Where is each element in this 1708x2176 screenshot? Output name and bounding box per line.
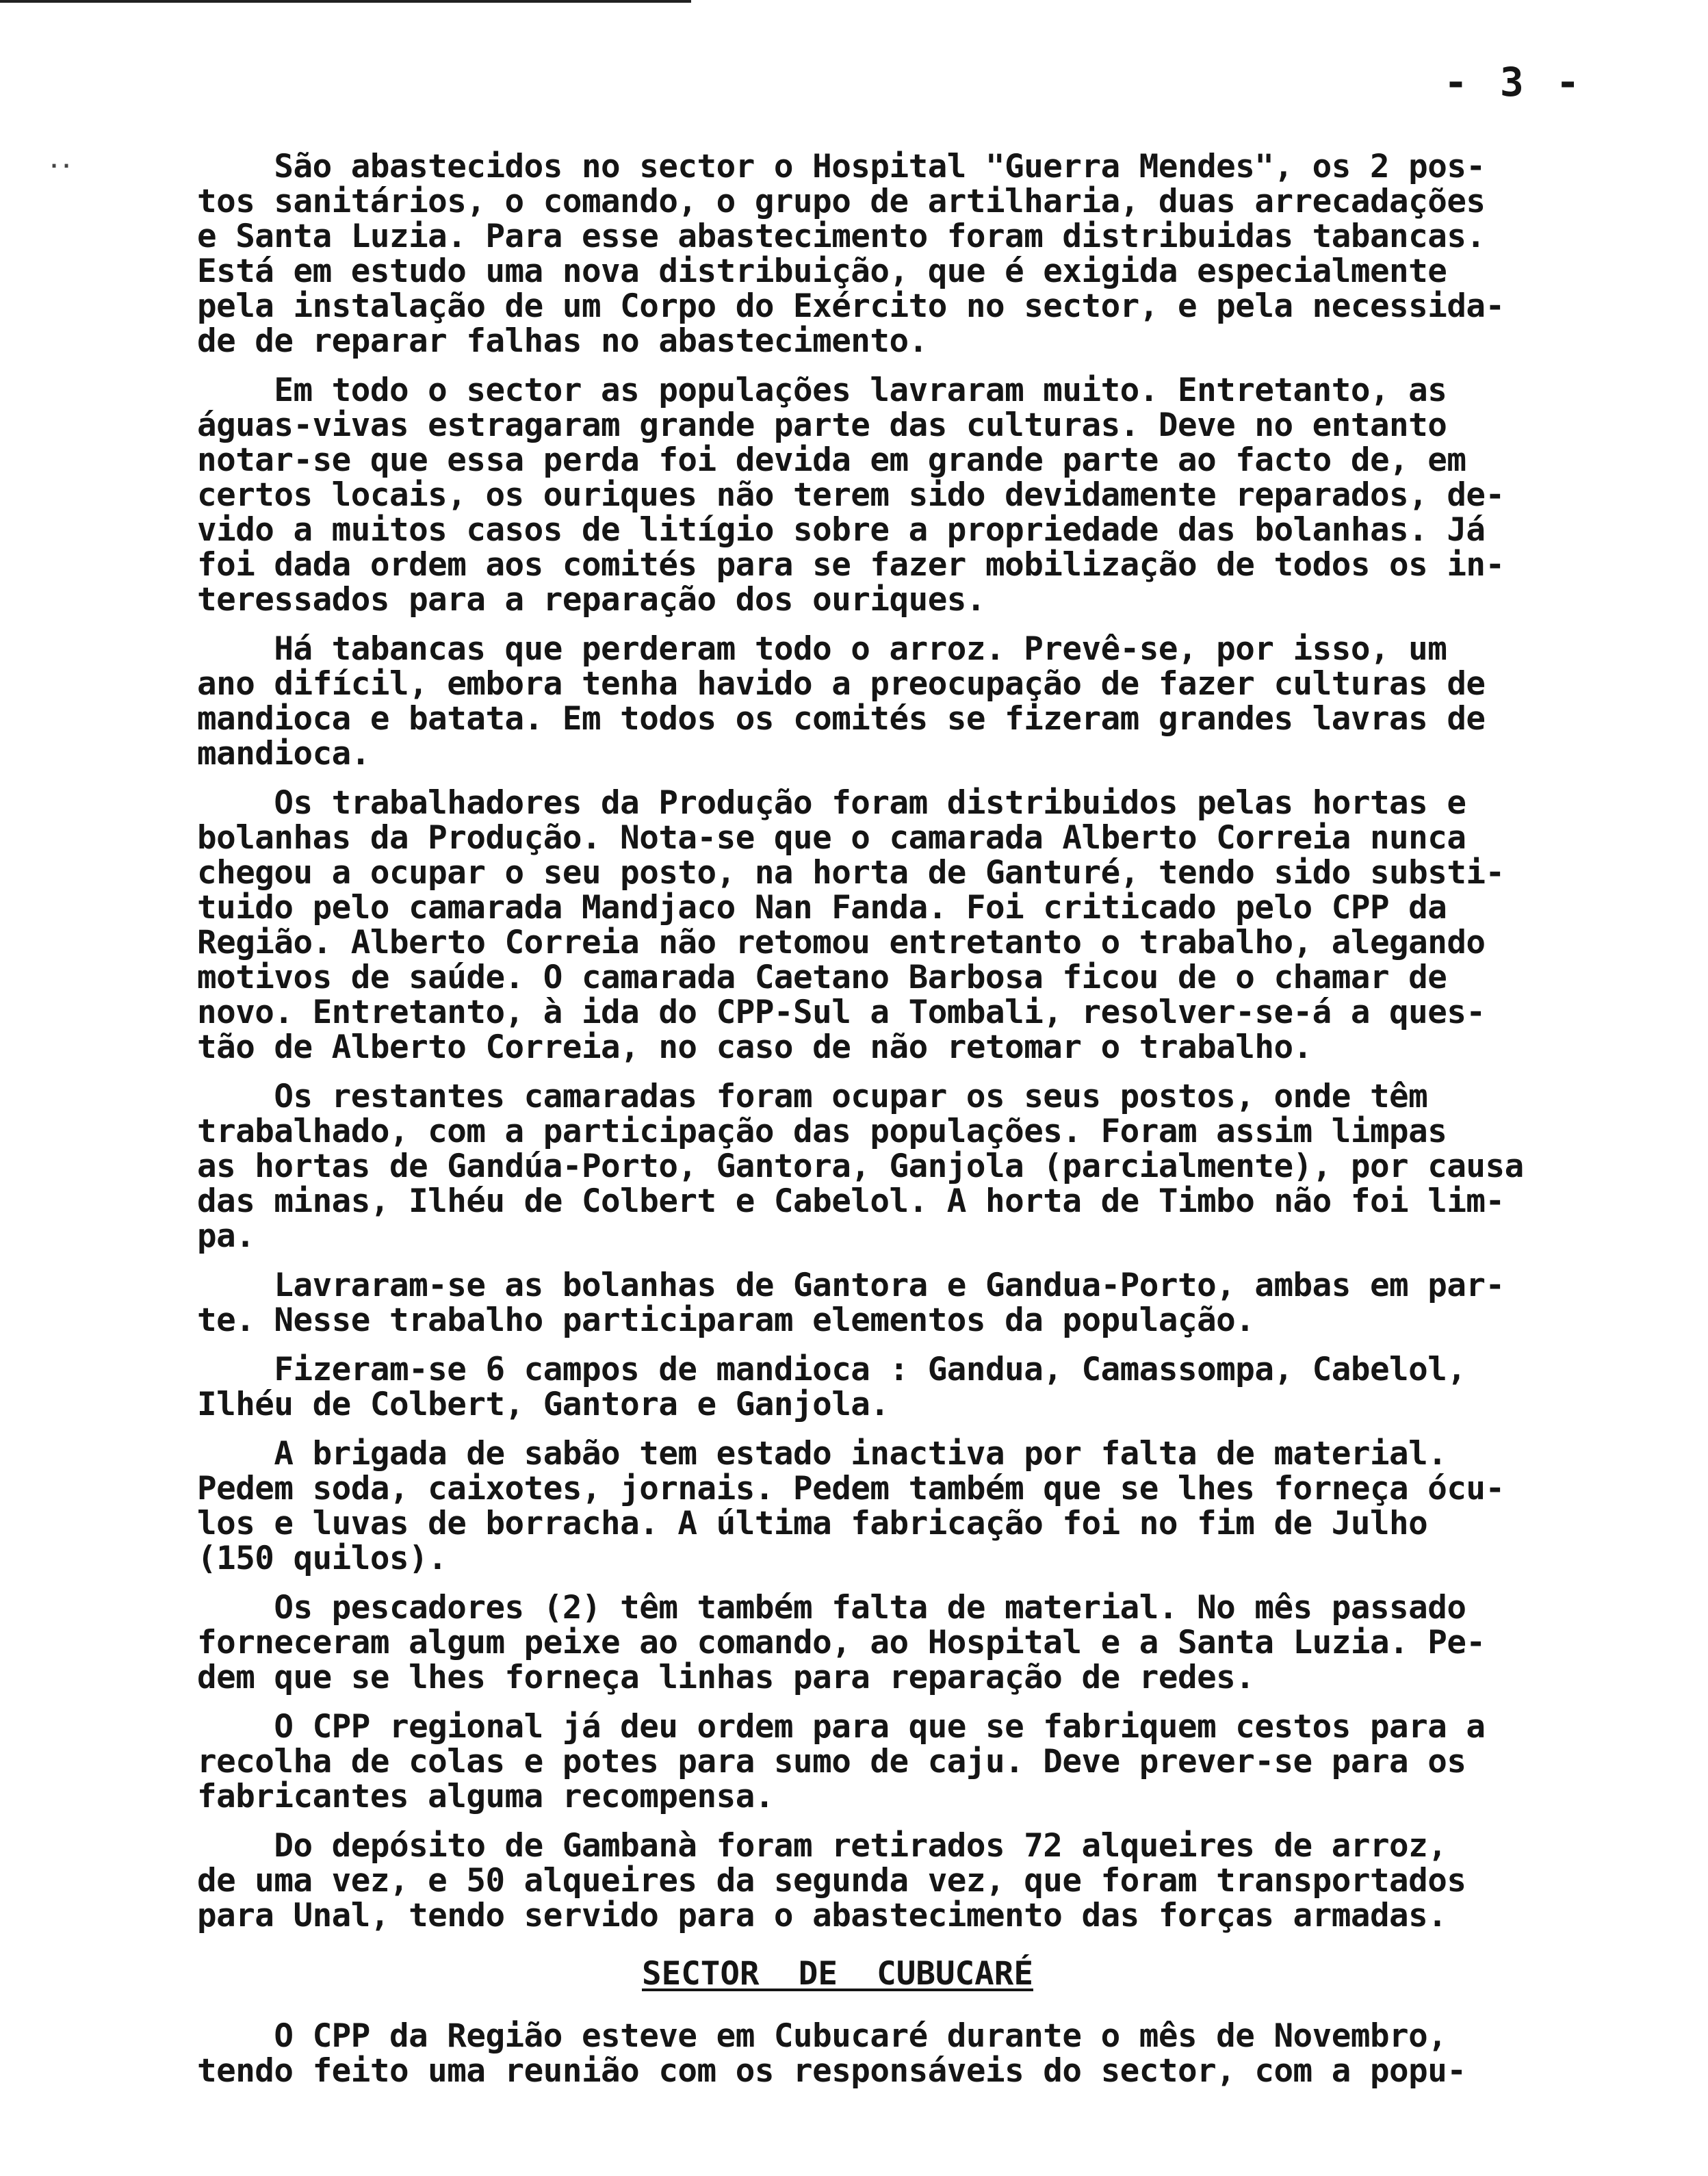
text-line: O CPP regional já deu ordem para que se fabriquem cestos para a [197,1708,1486,1746]
text-line: Fizeram-se 6 campos de mandioca : Gandua, Camassompa, Cabelol, [197,1351,1466,1388]
text-line: Pedem soda, caixotes, jornais. Pedem também que se lhes forneça ócu- [197,1470,1505,1507]
text-line: los e luvas de borracha. A última fabricação foi no fim de Julho [197,1505,1428,1542]
page-number: - 3 - [1444,59,1584,105]
text-line: (150 quilos). [197,1540,448,1577]
text-line: tão de Alberto Correia, no caso de não retomar o trabalho. [197,1028,1312,1066]
paragraph [197,1709,1634,1814]
text-line: Região. Alberto Correia não retomou entretanto o trabalho, alegando [197,924,1486,961]
text-line: Ilhéu de Colbert, Gantora e Ganjola. [197,1386,890,1423]
text-line: dem que se lhes forneça linhas para reparação de redes. [197,1659,1255,1696]
text-line: te. Nesse trabalho participaram elementos da população. [197,1301,1255,1339]
text-line: e Santa Luzia. Para esse abastecimento foram distribuidas tabancas. [197,218,1486,255]
text-line: bolanhas da Produção. Nota-se que o camarada Alberto Correia nunca [197,819,1466,857]
text-line: Os pescadores (2) têm também falta de material. No mês passado [197,1589,1466,1627]
text-line: motivos de saúde. O camarada Caetano Barbosa ficou de o chamar de [197,959,1447,996]
text-line: chegou a ocupar o seu posto, na horta de Ganturé, tendo sido substi- [197,854,1505,892]
text-line: tendo feito uma reunião com os responsáveis do sector, com a popu- [197,2052,1466,2090]
text-line: pela instalação de um Corpo do Exército no sector, e pela necessida- [197,287,1505,325]
text-line: tuido pelo camarada Mandjaco Nan Fanda. Foi criticado pelo CPP da [197,889,1447,927]
section-heading: SECTOR DE CUBUCARÉ [642,1955,1033,1993]
paragraph [197,786,1634,1065]
paragraph [197,1352,1634,1422]
text-line: certos locais, os ouriques não terem sido devidamente reparados, de- [197,476,1505,514]
paragraph [197,1079,1634,1254]
text-line: Está em estudo uma nova distribuição, que é exigida especialmente [197,252,1447,290]
text-line: Há tabancas que perderam todo o arroz. Prevê-se, por isso, um [197,630,1447,668]
paragraph [197,632,1634,771]
text-line: Lavraram-se as bolanhas de Gantora e Gandua-Porto, ambas em par- [197,1267,1505,1304]
text-line: de uma vez, e 50 alqueires da segunda vez, que foram transportados [197,1862,1466,1900]
text-line: recolha de colas e potes para sumo de caju. Deve prever-se para os [197,1743,1466,1780]
text-line: mandioca e batata. Em todos os comités se fizeram grandes lavras de [197,700,1486,738]
text-line: para Unal, tendo servido para o abastecimento das forças armadas. [197,1897,1447,1934]
paragraph [197,1268,1634,1338]
paragraph [197,1436,1634,1576]
text-line: foi dada ordem aos comités para se fazer mobilização de todos os in- [197,546,1505,584]
text-line: teressados para a reparação dos ouriques. [197,581,985,619]
text-line: trabalhado, com a participação das populações. Foram assim limpas [197,1113,1447,1150]
text-line: as hortas de Gandúa-Porto, Gantora, Ganjola (parcialmente), por causa [197,1148,1524,1185]
text-line: ano difícil, embora tenha havido a preocupação de fazer culturas de [197,665,1486,703]
paragraph [197,373,1634,617]
text-line: São abastecidos no sector o Hospital "Guerra Mendes", os 2 pos- [197,148,1486,185]
text-line: forneceram algum peixe ao comando, ao Hospital e a Santa Luzia. Pe- [197,1624,1486,1661]
text-line: de de reparar falhas no abastecimento. [197,322,928,360]
text-line: O CPP da Região esteve em Cubucaré durante o mês de Novembro, [197,2017,1447,2055]
document-body [197,149,1634,2088]
paragraph [197,149,1634,359]
text-line: notar-se que essa perda foi devida em grande parte ao facto de, em [197,441,1466,479]
text-line: Os restantes camaradas foram ocupar os seus postos, onde têm [197,1078,1428,1115]
top-border-line [0,0,691,3]
paragraph [197,1828,1634,1933]
paragraphs-container [197,149,1634,1933]
text-line: A brigada de sabão tem estado inactiva por falta de material. [197,1435,1447,1473]
text-line: vido a muitos casos de litígio sobre a propriedade das bolanhas. Já [197,511,1486,549]
text-line: Em todo o sector as populações lavraram muito. Entretanto, as [197,372,1447,409]
margin-mark: .. [48,149,73,173]
text-line: das minas, Ilhéu de Colbert e Cabelol. A horta de Timbo não foi lim- [197,1182,1505,1220]
text-line: Do depósito de Gambanà foram retirados 72 alqueires de arroz, [197,1827,1447,1865]
text-line: mandioca. [197,735,370,773]
text-line: novo. Entretanto, à ida do CPP-Sul a Tombali, resolver-se-á a ques- [197,994,1486,1031]
paragraph [197,1590,1634,1695]
text-line: pa. [197,1217,255,1255]
final-paragraph [197,2019,1634,2088]
text-line: tos sanitários, o comando, o grupo de artilharia, duas arrecadações [197,183,1486,220]
text-line: Os trabalhadores da Produção foram distribuidos pelas hortas e [197,784,1466,822]
text-line: fabricantes alguma recompensa. [197,1778,774,1815]
text-line: águas-vivas estragaram grande parte das culturas. Deve no entanto [197,406,1447,444]
